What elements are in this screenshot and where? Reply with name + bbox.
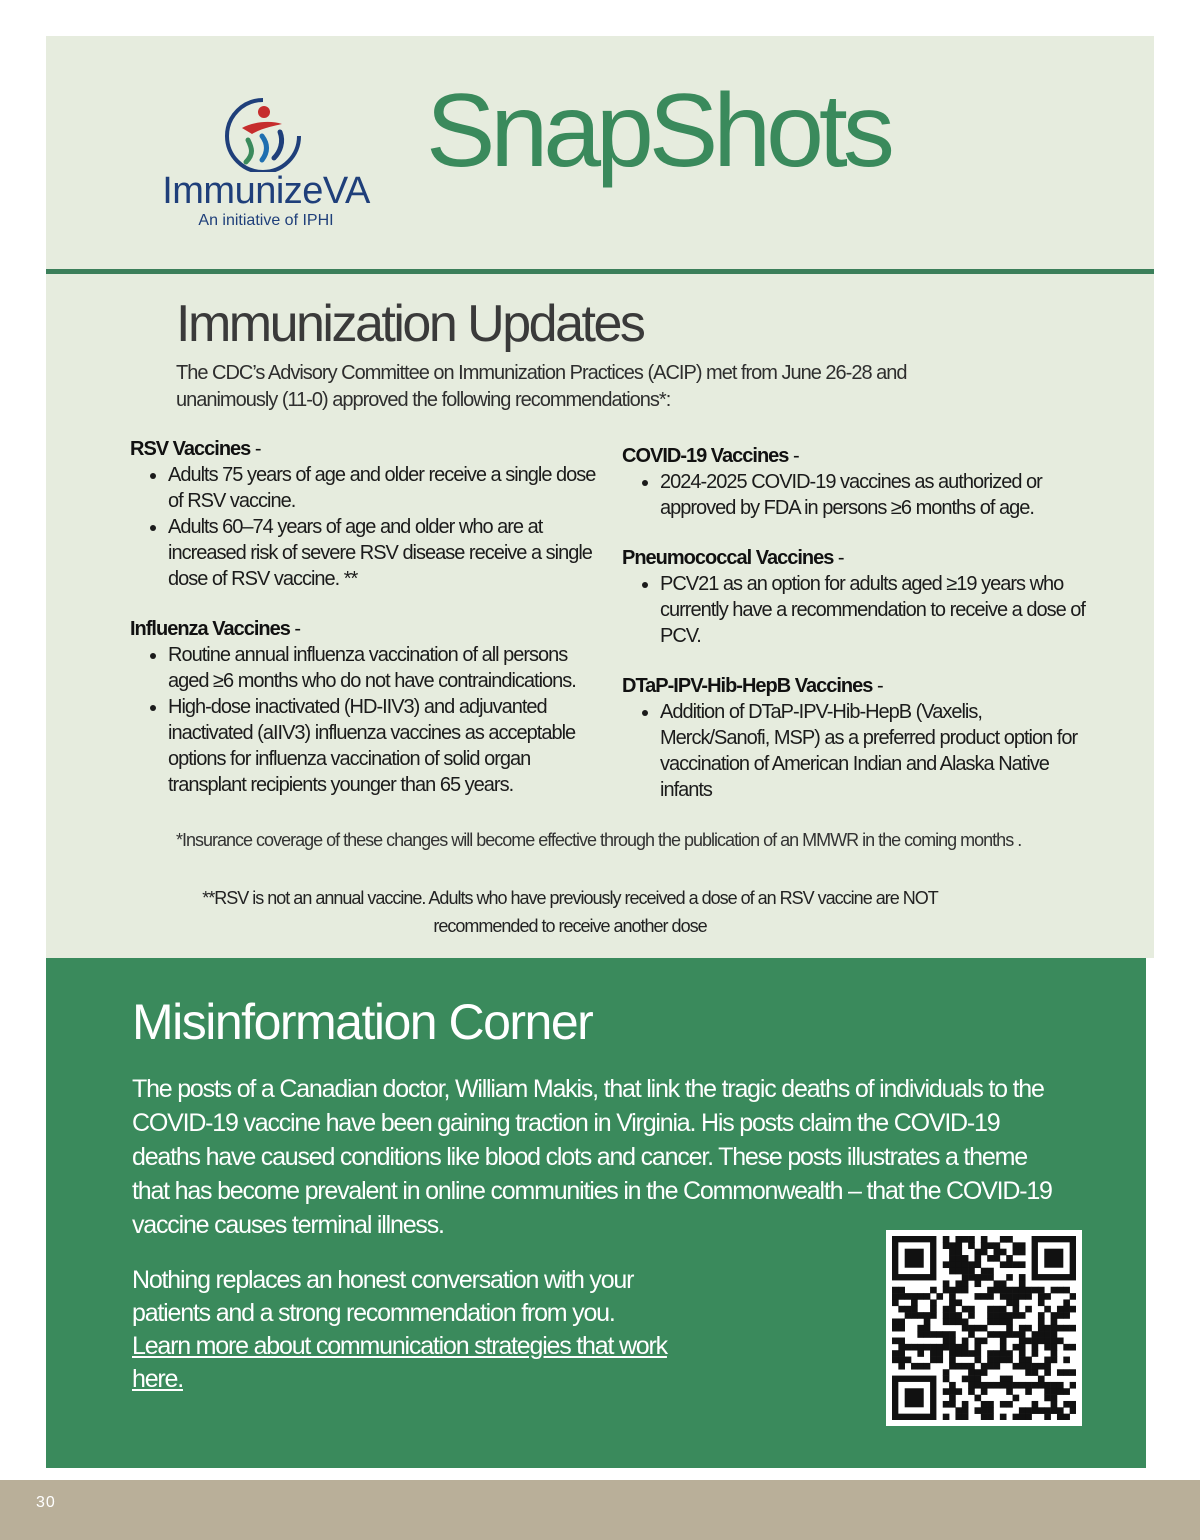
footnote-insurance: *Insurance coverage of these changes will become effective through the publication of an MMWR in the coming months . [176,830,1022,850]
section-heading: RSV Vaccines - [130,438,261,460]
right-column [622,443,1092,827]
left-column [130,436,610,822]
logo-figures-icon [218,96,308,172]
logo-tagline: An initiative of IPHI [198,212,334,229]
footnote-rsv: **RSV is not an annual vaccine. Adults who have previously received a dose of an RSV vaccine are NOT recommended to receive another dose [202,888,938,936]
footer-bar [0,1480,1200,1540]
section-dtap [622,673,1092,803]
closing-text: Nothing replaces an honest conversation with your patients and a strong recommendation from you. [132,1266,634,1327]
section-heading: DTaP-IPV-Hib-HepB Vaccines - [622,675,883,697]
section-covid [622,443,1092,521]
misinformation-closing [132,1264,692,1396]
misinformation-body: The posts of a Canadian doctor, William Makis, that link the tragic deaths of individuals to the COVID-19 vaccine have been gaining traction in Virginia. His posts claim the COVID-19 deaths have caused conditions like blood clots and cancer. These posts illustrates a theme that has become prevalent in online communities in the Commonwealth – that the COVID-19 vaccine causes terminal illness. [132,1075,1052,1239]
list-item: • Adults 60–74 years of age and older who are at increased risk of severe RSV disease receive a single dose of RSV vaccine. ** [168,514,610,592]
qr-code[interactable] [886,1230,1082,1426]
list-item: • Addition of DTaP-IPV-Hib-HepB (Vaxelis, Merck/Sanofi, MSP) as a preferred product option for vaccination of American Indian and Alaska Native infants [660,699,1092,803]
qr-code-icon [892,1236,1076,1420]
section-heading: Influenza Vaccines - [130,618,301,640]
misinformation-heading: Misinformation Corner [132,994,593,1050]
section-heading: Pneumococcal Vaccines - [622,547,844,569]
list-item: • 2024-2025 COVID-19 vaccines as authorized or approved by FDA in persons ≥6 months of age. [660,469,1092,521]
brand-title: SnapShots [426,73,890,189]
section-rsv [130,436,610,592]
communication-strategies-link[interactable]: Learn more about communication strategies that work here. [132,1332,667,1393]
updates-intro: The CDC’s Advisory Committee on Immunization Practices (ACIP) met from June 26-28 and unanimously (11-0) approved the following recommendations*: [176,362,907,411]
list-item: • PCV21 as an option for adults aged ≥19 years who currently have a recommendation to receive a dose of PCV. [660,571,1092,649]
list-item: • Adults 75 years of age and older receive a single dose of RSV vaccine. [168,462,610,514]
section-influenza [130,616,610,798]
misinformation-panel [46,958,1146,1468]
header-divider [46,269,1154,274]
list-item: • Routine annual influenza vaccination of all persons aged ≥6 months who do not have contraindications. [168,642,610,694]
page-number: 30 [36,1494,56,1511]
updates-heading: Immunization Updates [176,295,644,353]
section-heading: COVID-19 Vaccines - [622,445,799,467]
section-pneumococcal [622,545,1092,649]
immunizeva-logo [140,96,390,236]
list-item: • High-dose inactivated (HD-IIV3) and adjuvanted inactivated (aIIV3) influenza vaccines as acceptable options for influenza vaccination of solid organ transplant recipients younger than 65 years. [168,694,610,798]
logo-name: ImmunizeVA [162,170,370,212]
